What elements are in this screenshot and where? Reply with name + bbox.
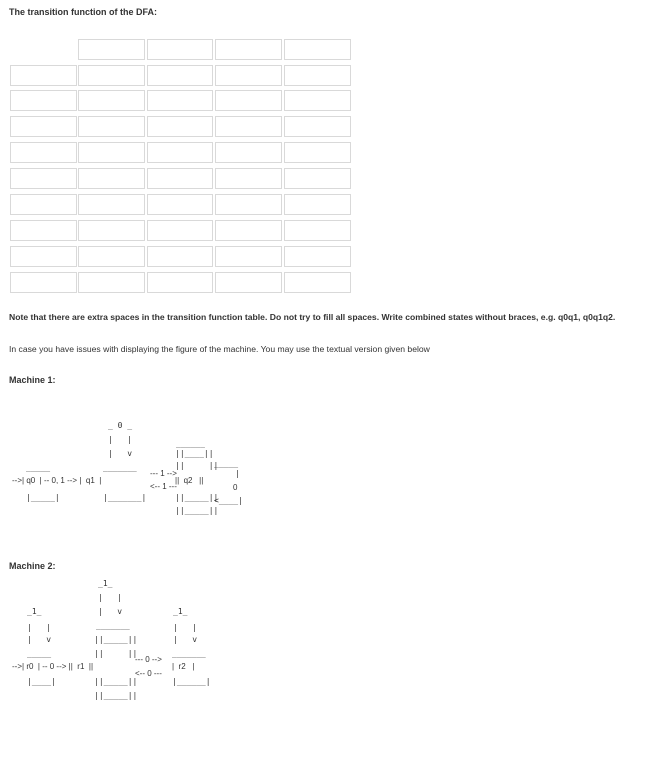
m2-edge-r2-r1: <-- 0 --- (135, 669, 162, 678)
machine2-title: Machine 2: (9, 561, 56, 571)
m2-r2-close: | (192, 662, 195, 671)
table-cell-r6-c0[interactable] (10, 194, 77, 215)
table-cell-r9-c4[interactable] (284, 272, 351, 293)
m2-main-row (12, 663, 93, 671)
dfa-title: The transition function of the DFA: (9, 7, 157, 17)
m2-r2-row (172, 663, 194, 671)
m2-r2-top: _______ (172, 649, 206, 658)
m2-r2-open: | (172, 662, 175, 671)
m2-loop-r1-top: _1_ (98, 579, 113, 588)
table-cell-r3-c3[interactable] (215, 116, 282, 137)
m2-loop-r2-down: | v (173, 635, 198, 644)
m2-r0-close: | (37, 662, 40, 671)
m2-r2-bottom: |______| (172, 677, 211, 686)
m1-loop-q2-bottom: <____| (214, 496, 243, 505)
table-cell-r3-c0[interactable] (10, 116, 77, 137)
table-cell-r9-c3[interactable] (215, 272, 282, 293)
table-cell-r1-c4[interactable] (284, 65, 351, 86)
m2-loop-r1-label: 1 (102, 579, 108, 588)
table-cell-r3-c4[interactable] (284, 116, 351, 137)
table-cell-r0-c3[interactable] (215, 39, 282, 60)
table-cell-r5-c4[interactable] (284, 168, 351, 189)
table-cell-r5-c1[interactable] (78, 168, 145, 189)
m1-edge-q2-q1: <-- 1 --- (150, 482, 177, 491)
m2-loop-r0-down: | v (27, 635, 52, 644)
table-cell-r0-c2[interactable] (147, 39, 213, 60)
table-cell-r2-c0[interactable] (10, 90, 77, 111)
m1-loop-q2-top: _____ (214, 459, 239, 468)
table-cell-r5-c2[interactable] (147, 168, 213, 189)
m2-r0-top: _____ (27, 649, 52, 658)
table-cell-r1-c3[interactable] (215, 65, 282, 86)
m1-main-row (12, 477, 101, 485)
table-cell-r4-c2[interactable] (147, 142, 213, 163)
m2-loop-r0-side: | | (27, 623, 52, 632)
table-cell-r7-c4[interactable] (284, 220, 351, 241)
table-cell-r1-c1[interactable] (78, 65, 145, 86)
m2-loop-r2-side: | | (173, 623, 198, 632)
m2-state-r1: r1 (77, 662, 85, 671)
m1-loop-q2-side: | (235, 469, 240, 478)
table-cell-r1-c2[interactable] (147, 65, 213, 86)
m2-loop-r1-side: | | (98, 593, 123, 602)
m1-q1-top: _______ (103, 463, 137, 472)
m1-q0-bottom: |_____| (26, 493, 60, 502)
m1-edge-q0-q1: -- 0, 1 --> (43, 476, 78, 485)
table-cell-r1-c0[interactable] (10, 65, 77, 86)
table-cell-r7-c3[interactable] (215, 220, 282, 241)
m2-state-r0: r0 (26, 662, 34, 671)
table-cell-r7-c0[interactable] (10, 220, 77, 241)
table-cell-r4-c1[interactable] (78, 142, 145, 163)
table-cell-r8-c3[interactable] (215, 246, 282, 267)
table-cell-r2-c3[interactable] (215, 90, 282, 111)
m1-loop-side: | | (108, 435, 133, 444)
m1-q2-inner-top: || || (175, 461, 219, 470)
m1-loop-down: | v (108, 449, 133, 458)
m1-q2-outer-top: ||____|| (175, 449, 214, 458)
note-text: Note that there are extra spaces in the transition function table. Do not try to fill all spaces. Write combined states without braces, e.g. q0q1, q0q1q2. (9, 312, 616, 322)
table-cell-r9-c2[interactable] (147, 272, 213, 293)
m1-loop-q2-label: 0 (233, 483, 238, 492)
table-cell-r2-c4[interactable] (284, 90, 351, 111)
table-cell-r8-c0[interactable] (10, 246, 77, 267)
textual-hint: In case you have issues with displaying the figure of the machine. You may use the textual version given below (9, 344, 430, 354)
table-cell-r8-c2[interactable] (147, 246, 213, 267)
m2-r1-outer-top: ||_____|| (94, 635, 138, 644)
table-cell-r0-c1[interactable] (78, 39, 145, 60)
m1-state-q0: q0 (26, 476, 36, 485)
table-cell-r5-c0[interactable] (10, 168, 77, 189)
m1-q2-outer-bottom: ||_____|| (175, 506, 219, 515)
m2-start-arrow: -->| (12, 662, 25, 671)
table-cell-r6-c4[interactable] (284, 194, 351, 215)
m1-q0-close: | (39, 476, 42, 485)
m1-start-arrow: -->| (12, 476, 25, 485)
table-cell-r2-c2[interactable] (147, 90, 213, 111)
table-cell-r8-c4[interactable] (284, 246, 351, 267)
table-cell-r3-c2[interactable] (147, 116, 213, 137)
m2-loop-r0-top: _1_ (27, 607, 42, 616)
m2-r1-outer-bottom: ||_____|| (94, 691, 138, 700)
m1-loop-q1-label: 0 (117, 421, 123, 430)
table-cell-r6-c2[interactable] (147, 194, 213, 215)
m1-q2-row: || q2 || (175, 476, 204, 485)
table-cell-r4-c3[interactable] (215, 142, 282, 163)
table-cell-r4-c0[interactable] (10, 142, 77, 163)
table-cell-r7-c2[interactable] (147, 220, 213, 241)
table-cell-r6-c3[interactable] (215, 194, 282, 215)
m2-loop-r2-top: _1_ (173, 607, 188, 616)
table-cell-r7-c1[interactable] (78, 220, 145, 241)
m2-r1-top-line: _______ (96, 621, 130, 630)
m1-q2-inner-bottom: ||_____|| (175, 493, 219, 502)
m1-q1-bottom: |_______| (103, 493, 147, 502)
m1-loop-top: _ 0 _ (108, 421, 133, 430)
table-cell-r5-c3[interactable] (215, 168, 282, 189)
table-cell-r0-c4[interactable] (284, 39, 351, 60)
table-cell-r8-c1[interactable] (78, 246, 145, 267)
table-cell-r3-c1[interactable] (78, 116, 145, 137)
m2-r1-inner-top: || || (94, 649, 138, 658)
m1-state-q2: q2 (183, 476, 193, 485)
m2-loop-r2-label: 1 (177, 607, 183, 616)
table-cell-r6-c1[interactable] (78, 194, 145, 215)
m2-loop-r0-label: 1 (31, 607, 37, 616)
m2-loop-r1-down: | v (98, 607, 123, 616)
table-cell-r9-c0[interactable] (10, 272, 77, 293)
machine1-title: Machine 1: (9, 375, 56, 385)
m2-r1-inner-bottom: ||_____|| (94, 677, 138, 686)
m2-r1-open: || (68, 662, 73, 671)
m1-edge-q1-q2: --- 1 --> (150, 469, 177, 478)
m2-r1-close: || (88, 662, 94, 671)
table-cell-r9-c1[interactable] (78, 272, 145, 293)
m1-state-q1: q1 (85, 476, 95, 485)
table-cell-r4-c4[interactable] (284, 142, 351, 163)
table-cell-r2-c1[interactable] (78, 90, 145, 111)
m2-r0-bottom: |____| (27, 677, 56, 686)
m1-q1-close: | (99, 476, 102, 485)
m2-state-r2: r2 (178, 662, 186, 671)
m2-edge-r0-r1: -- 0 --> (42, 662, 67, 671)
m1-q1-open: | (79, 476, 82, 485)
m2-edge-r1-r2: --- 0 --> (135, 655, 162, 664)
m1-q2-top-line: ______ (176, 439, 205, 448)
m1-q0-top: _____ (26, 463, 51, 472)
